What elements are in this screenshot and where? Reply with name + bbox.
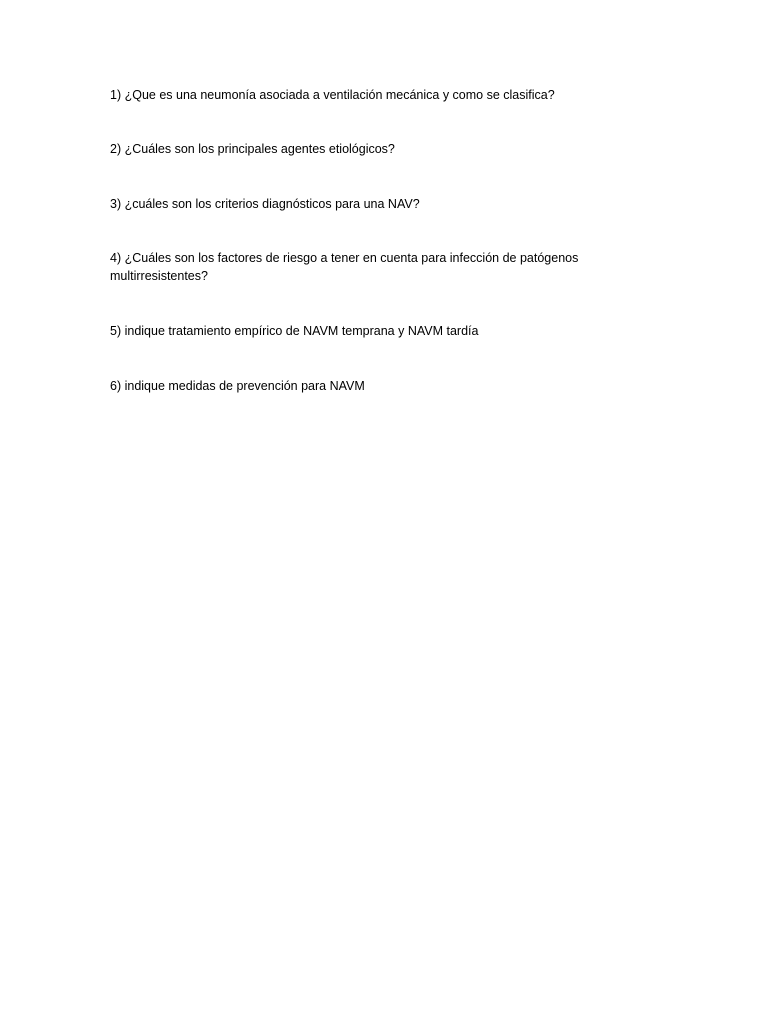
question-4: 4) ¿Cuáles son los factores de riesgo a tener en cuenta para infección de patógenos multirresistentes? [110, 251, 579, 283]
question-6: 6) indique medidas de prevención para NAVM [110, 379, 365, 393]
question-5: 5) indique tratamiento empírico de NAVM temprana y NAVM tardía [110, 324, 479, 338]
question-3: 3) ¿cuáles son los criterios diagnósticos para una NAV? [110, 197, 420, 211]
question-2: 2) ¿Cuáles son los principales agentes etiológicos? [110, 142, 395, 156]
question-1: 1) ¿Que es una neumonía asociada a ventilación mecánica y como se clasifica? [110, 88, 555, 102]
